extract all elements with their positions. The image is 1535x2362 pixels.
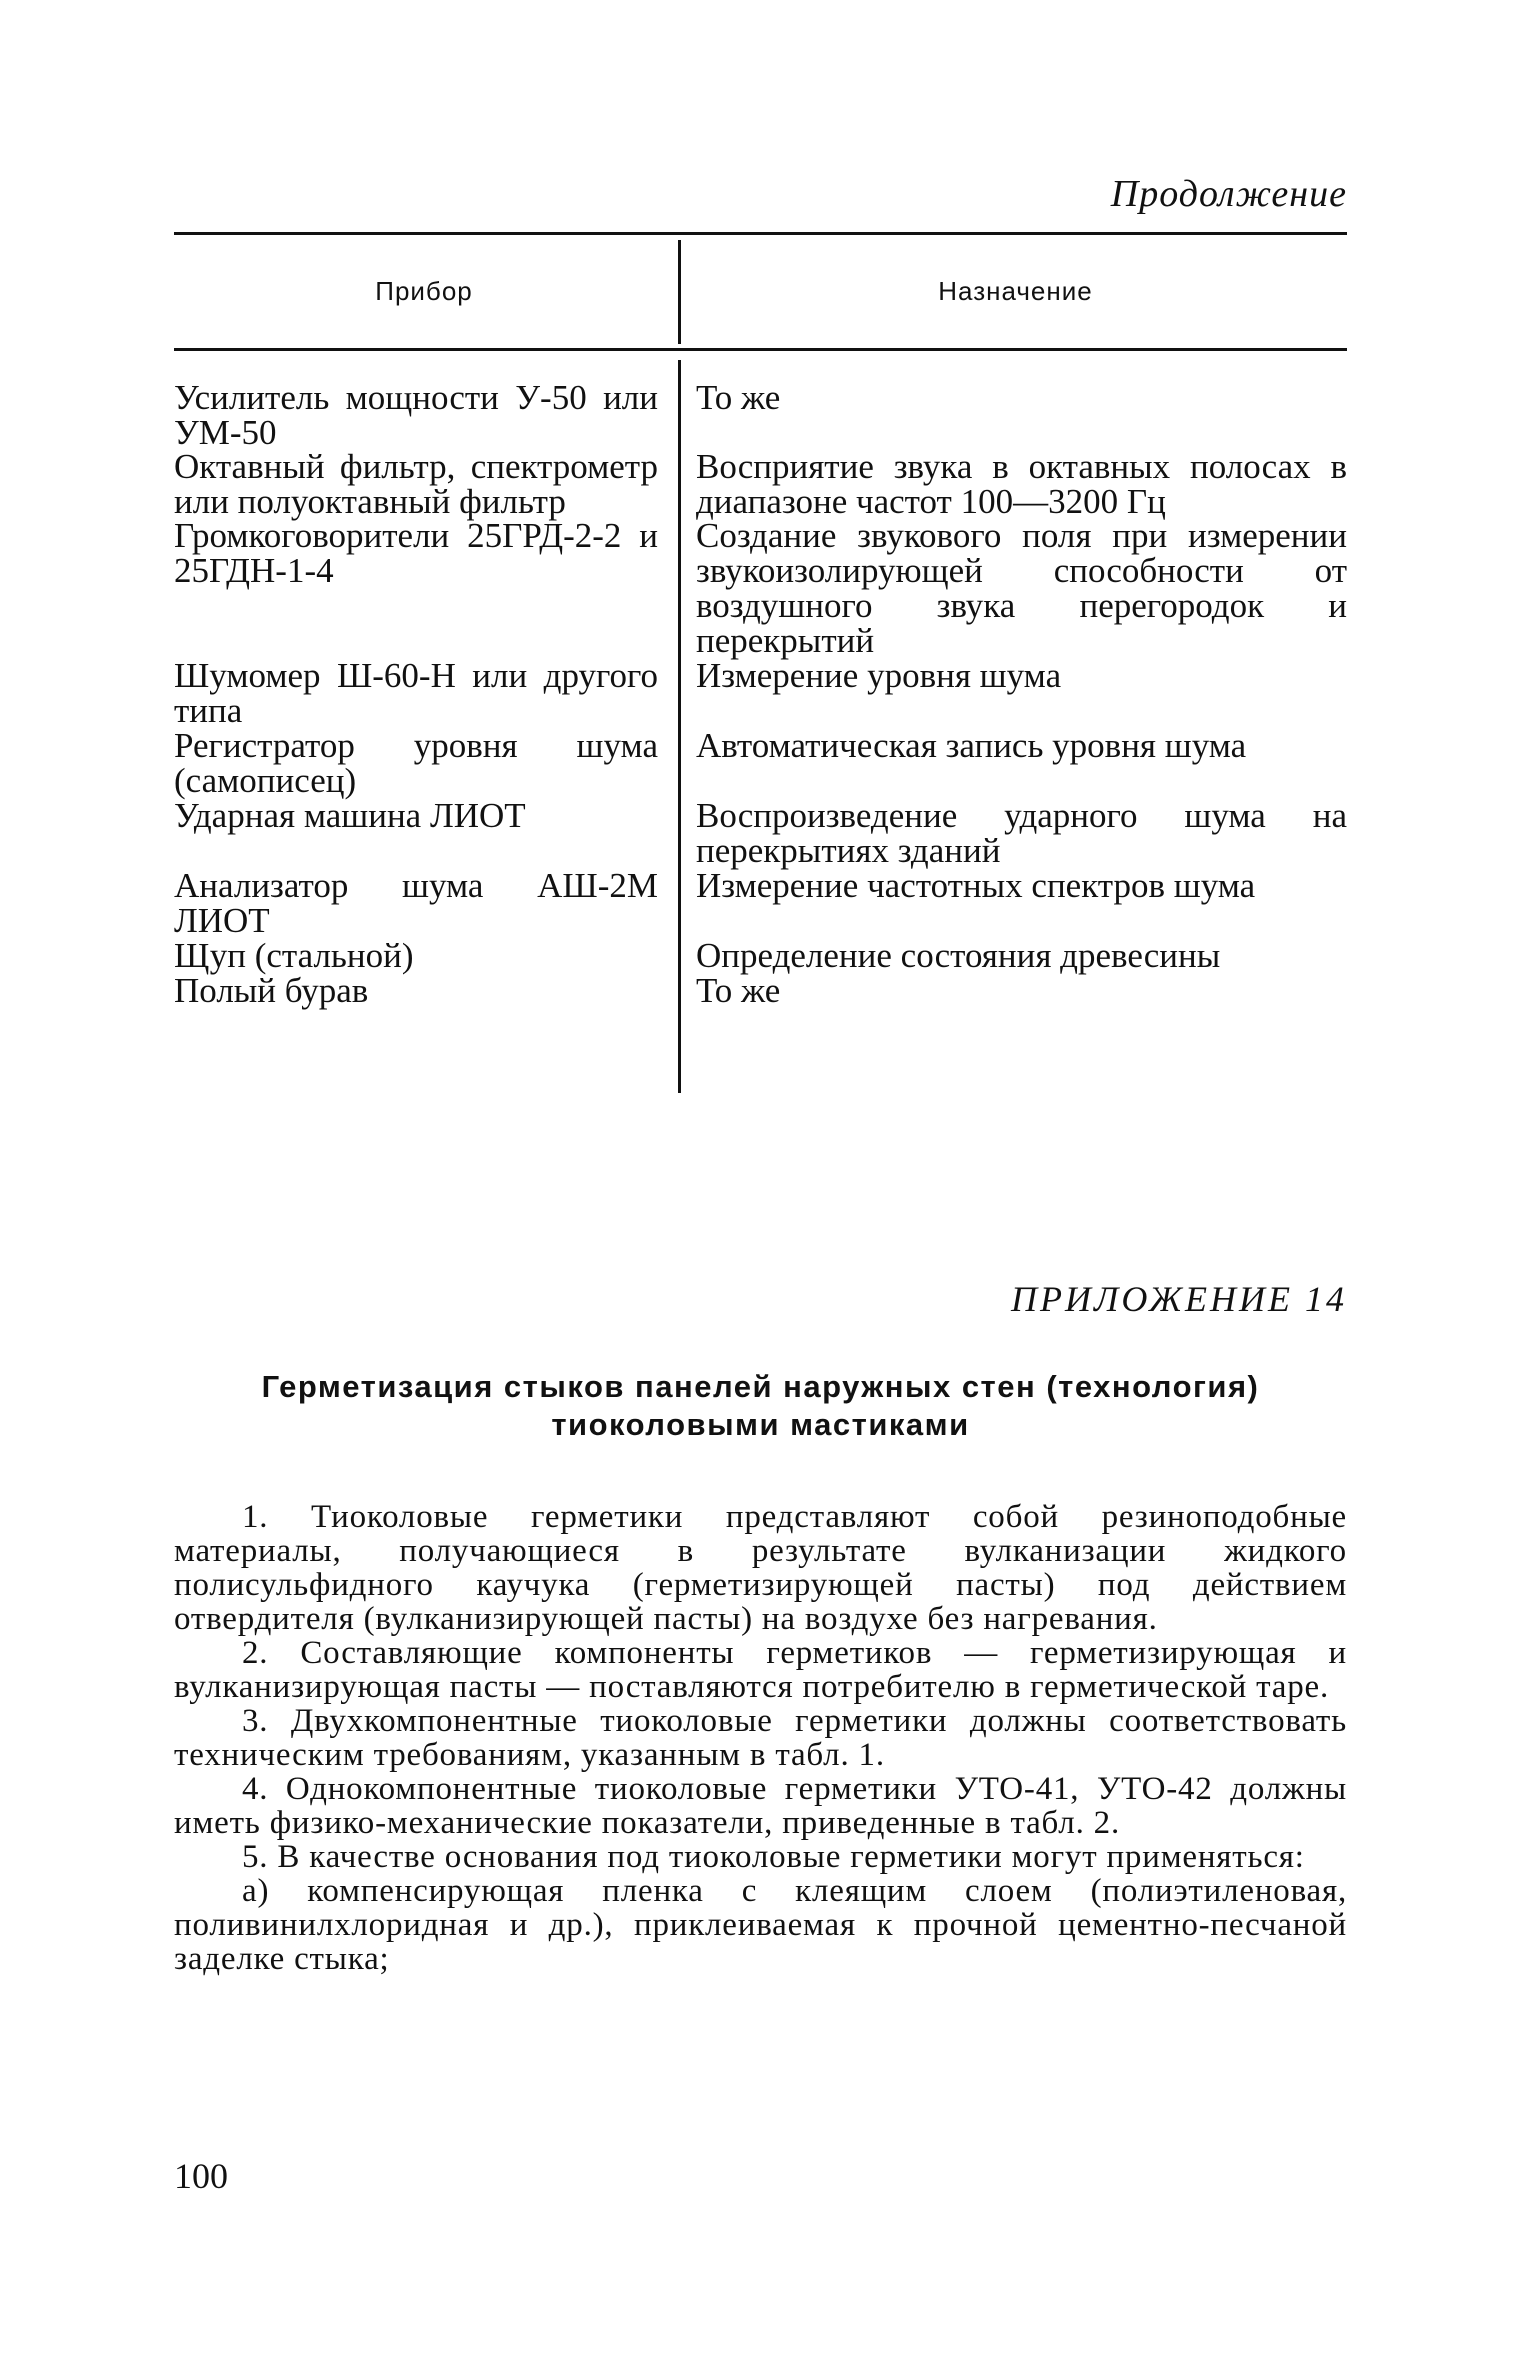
paragraph: 4. Однокомпонентные тиоколовые герметики УТО-41, УТО-42 должны иметь физико-механические показатели, приведенные в табл. 2. (174, 1771, 1347, 1841)
appendix-label: ПРИЛОЖЕНИЕ 14 (1011, 1279, 1347, 1319)
paragraph: 1. Тиоколовые герметики представляют собой резиноподобные материалы, получающиеся в результате вулканизации жидкого полисульфидного каучука (герметизирующей пасты) под действием отвердителя (вулканизирующей пасты) на воздухе без нагревания. (174, 1499, 1347, 1637)
device-cell: Регистратор уровня шума (самописец) (174, 726, 658, 800)
table-row (174, 798, 1347, 868)
table-row (174, 973, 1347, 1008)
continuation-label: Продолжение (1110, 173, 1347, 215)
purpose-cell: Воспроизведение ударного шума на перекрытиях зданий (696, 796, 1347, 870)
page-number: 100 (174, 2156, 228, 2196)
table-body (174, 380, 1347, 1008)
column-header-device: Прибор (375, 276, 473, 306)
table-row (174, 938, 1347, 973)
column-header-purpose: Назначение (938, 276, 1093, 306)
paragraph: 3. Двухкомпонентные тиоколовые герметики должны соответствовать техническим требованиям, указанным в табл. 1. (174, 1703, 1347, 1773)
table-row (174, 868, 1347, 938)
device-cell: Шумомер Ш-60-Н или другого типа (174, 656, 658, 730)
device-cell: Ударная машина ЛИОТ (174, 796, 526, 835)
purpose-cell: Восприятие звука в октавных полосах в диапазоне частот 100—3200 Гц (696, 447, 1347, 521)
table-row (174, 380, 1347, 450)
device-cell: Усилитель мощности У-50 или УМ-50 (174, 378, 658, 452)
heading-line-1: Герметизация стыков панелей наружных стен (технология) (261, 1369, 1260, 1404)
paragraph: 5. В качестве основания под тиоколовые герметики могут применяться: (242, 1839, 1305, 1875)
paragraph: 2. Составляющие компоненты герметиков — герметизирующая и вулканизирующая пасты — поставляются потребителю в герметической таре. (174, 1635, 1347, 1705)
table-header-rule (174, 348, 1347, 351)
device-cell: Полый бурав (174, 971, 369, 1010)
table-row (174, 728, 1347, 798)
paragraph: а) компенсирующая пленка с клеящим слоем (полиэтиленовая, поливинилхлоридная и др.), приклеиваемая к прочной цементно-песчаной заделке стыка; (174, 1873, 1347, 1977)
device-cell: Громкоговорители 25ГРД-2-2 и 25ГДН-1-4 (174, 516, 658, 590)
device-cell: Октавный фильтр, спектрометр или полуоктавный фильтр (174, 447, 658, 521)
body-text (174, 1500, 1347, 1976)
purpose-cell: Измерение уровня шума (696, 656, 1062, 695)
table-row (174, 518, 1347, 658)
table-header-divider (678, 240, 681, 344)
purpose-cell: Автоматическая запись уровня шума (696, 726, 1247, 765)
device-cell: Щуп (стальной) (174, 936, 414, 975)
section-heading (174, 1368, 1347, 1444)
purpose-cell: Создание звукового поля при измерении звукоизолирующей способности от воздушного звука перегородок и перекрытий (696, 516, 1347, 660)
table-top-rule (174, 232, 1347, 235)
table-row (174, 658, 1347, 728)
purpose-cell: Измерение частотных спектров шума (696, 866, 1256, 905)
table-row (174, 449, 1347, 519)
device-cell: Анализатор шума АШ-2М ЛИОТ (174, 866, 658, 940)
purpose-cell: То же (696, 971, 781, 1010)
heading-line-2: тиоколовыми мастиками (551, 1407, 970, 1442)
purpose-cell: То же (696, 378, 781, 417)
purpose-cell: Определение состояния древесины (696, 936, 1221, 975)
